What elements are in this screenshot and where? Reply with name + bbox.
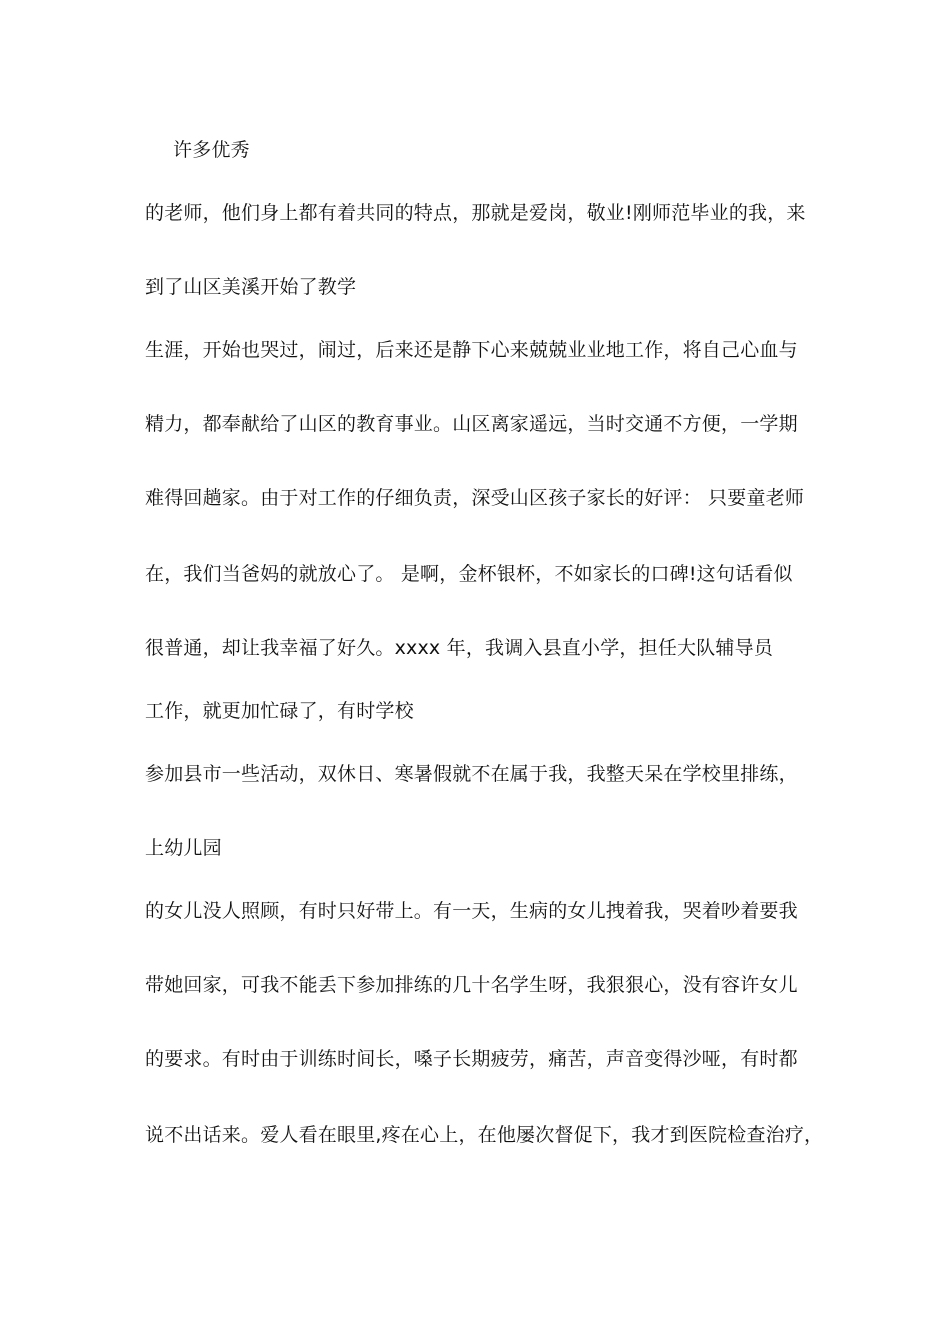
text-line: 到了山区美溪开始了教学 xyxy=(145,276,357,298)
text-line: 说不出话来。爱人看在眼里,疼在心上，在他屡次督促下，我才到医院检查治疗， xyxy=(145,1124,824,1146)
text-line: 难得回趟家。由于对工作的仔细负责，深受山区孩子家长的好评： 只要童老师 xyxy=(145,487,805,509)
text-line: 在，我们当爸妈的就放心了。 是啊，金杯银杯，不如家长的口碑!这句话看似 xyxy=(145,563,793,585)
text-line: 带她回家，可我不能丢下参加排练的几十名学生呀，我狠狠心，没有容许女儿 xyxy=(145,974,798,996)
text-line: 的要求。有时由于训练时间长，嗓子长期疲劳，痛苦，声音变得沙哑，有时都 xyxy=(145,1048,798,1070)
text-line: 上幼儿园 xyxy=(145,837,222,859)
text-line: 许多优秀 xyxy=(173,139,250,161)
text-line: 的老师，他们身上都有着共同的特点，那就是爱岗，敬业!刚师范毕业的我，来 xyxy=(145,202,806,224)
text-line: 的女儿没人照顾，有时只好带上。有一天，生病的女儿拽着我，哭着吵着要我 xyxy=(145,900,798,922)
text-line: 生涯，开始也哭过，闹过，后来还是静下心来兢兢业业地工作，将自己心血与 xyxy=(145,339,798,361)
text-line: 工作，就更加忙碌了，有时学校 xyxy=(145,700,414,722)
text-line: 精力，都奉献给了山区的教育事业。山区离家遥远，当时交通不方便，一学期 xyxy=(145,413,798,435)
text-line: 很普通，却让我幸福了好久。xxxx 年，我调入县直小学，担任大队辅导员 xyxy=(145,637,774,659)
text-line: 参加县市一些活动，双休日、寒暑假就不在属于我，我整天呆在学校里排练， xyxy=(145,763,798,785)
